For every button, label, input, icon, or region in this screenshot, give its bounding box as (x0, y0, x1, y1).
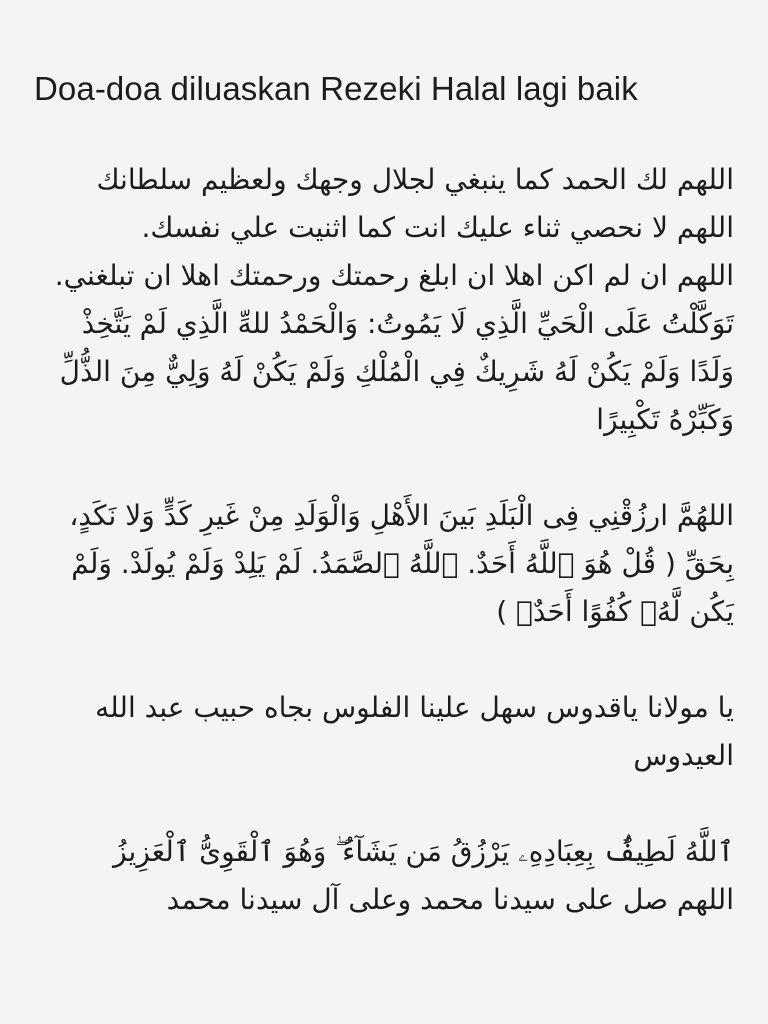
prayer-paragraph-rizq: اللهُمَّ ارزُقْنِي فِى الْبَلَدِ بَينَ الأَهْلِ وَالْوَلَدِ مِنْ غَيرِ كَدٍّ وَلا نَكَدٍ، بِحَقِّ ( قُلْ هُوَ ٱللَّهُ أَحَدٌ. ٱللَّهُ ٱلصَّمَدُ. لَمْ يَلِدْ وَلَمْ يُولَدْ. وَلَمْ يَكُن لَّهُۥ كُفُوًا أَحَدٌۢ ) (69, 499, 734, 628)
quran-verse-latif: ٱللَّهُ لَطِيفٌۢ بِعِبَادِهِۦ يَرْزُقُ مَن يَشَآءُ ۖ وَهُوَ ٱلْقَوِىُّ ٱلْعَزِيزُ (113, 835, 734, 868)
page-title: Doa-doa diluaskan Rezeki Halal lagi baik (34, 70, 638, 107)
prayer-paragraph-praise: اللهم لك الحمد كما ينبغي لجلال وجهك ولعظيم سلطانك اللهم لا نحصي ثناء عليك انت كما اثنيت علي نفسك. (96, 163, 734, 244)
prayer-text-body (34, 156, 734, 924)
prayer-paragraph-tawakkul: تَوَكَّلْتُ عَلَى الْحَيِّ الَّذِي لَا يَمُوتُ: وَالْحَمْدُ للهِّ الَّذِي لَمْ يَتَّخِذْ وَلَدًا وَلَمْ يَكُنْ لَهُ شَرِيكٌ فِي الْمُلْكِ وَلَمْ يَكُنْ لَهُ وَلِيٌّ مِنَ الذُّلِّ وَكَبِّرْهُ تَكْبِيرًا (59, 307, 734, 436)
paragraph-spacer (34, 444, 734, 492)
prayer-paragraph-quddus: يا مولانا ياقدوس سهل علينا الفلوس بجاه حبيب عبد الله العيدوس (95, 691, 734, 772)
prayer-paragraph-mercy: اللهم ان لم اكن اهلا ان ابلغ رحمتك ورحمتك اهلا ان تبلغني. (54, 259, 734, 292)
paragraph-spacer (34, 780, 734, 828)
paragraph-spacer (34, 636, 734, 684)
prayer-paragraph-salawat: اللهم صل على سيدنا محمد وعلى آل سيدنا محمد (166, 883, 734, 916)
